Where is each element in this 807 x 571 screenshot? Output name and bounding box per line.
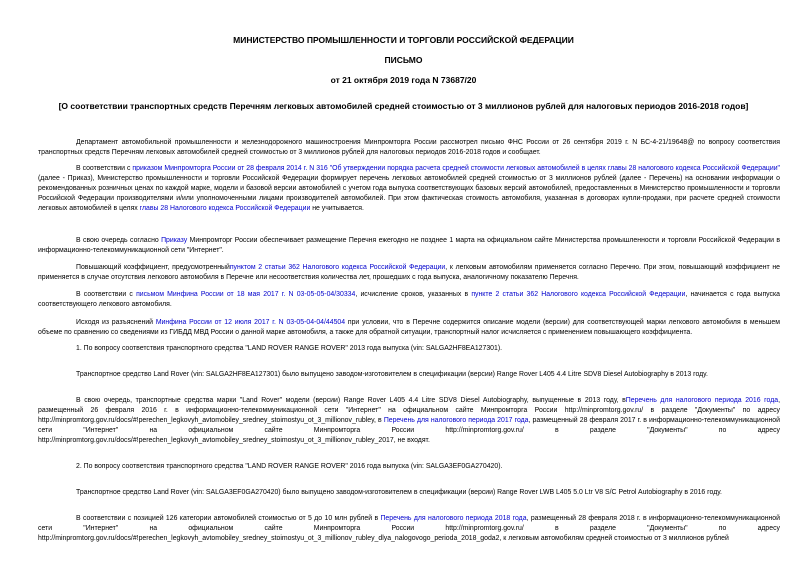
text-segment: Повышающий коэффициент, предусмотренный: [76, 264, 230, 271]
text-segment: Минпромторг России обеспечивает размещение Перечня ежегодно не позднее 1 марта на официальном сайте Министерства промышленности и торговли Российской Федерации в информационно-телекоммуникационной сети "Интернет".: [38, 237, 780, 254]
link-minfin-letter-30334[interactable]: письмом Минфина России от 18 мая 2017 г. N 03-05-05-04/30334: [136, 291, 356, 298]
text-segment: Исходя из разъяснений: [76, 319, 156, 326]
text-segment: В свою очередь, транспортные средства марки "Land Rover" модели (версии) Range Rover L405 4.4 Litre SDV8 Diesel Autobiography, выпущенные в 2013 году, в: [76, 397, 626, 404]
link-minfin-letter-44504[interactable]: Минфина России от 12 июля 2017 г. N 03-05-04-04/44504: [155, 319, 346, 326]
link-tax-code-ch28[interactable]: главы 28 Налогового кодекса Российской Федерации: [139, 205, 311, 212]
text-segment: (далее - Приказ), Министерство промышленности и торговли Российской Федерации формирует перечень легковых автомобилей средней стоимостью от 3 миллионов рублей (далее - Перечень) на основании информации о рекомендованных розничных ценах по каждой марке, модели и базовой версии автомобилей с учетом года выпуска соответствующих базовых версий автомобилей, предоставленных в Министерство промышленности и торговли Российской Федерации производителями и/или уполномоченными лицами производителей автомобилей. При этом фактическая стоимость автомобиля, указанная в договорах купли-продажи, при расчете средней стоимости легковых автомобилей в целях: [38, 175, 780, 212]
ministry-title: МИНИСТЕРСТВО ПРОМЫШЛЕННОСТИ И ТОРГОВЛИ РОССИЙСКОЙ ФЕДЕРАЦИИ: [233, 35, 574, 45]
paragraph-coefficient: [38, 263, 780, 283]
text-segment: не учитывается.: [310, 205, 364, 212]
text-segment: , начинается с года выпуска соответствующего легкового автомобиля.: [38, 291, 780, 308]
text-segment: при условии, что в Перечне содержится описание модели (версии) для соответствующей марки легкового автомобиля в меньшем объеме по сравнению со сведениями из ГИБДД МВД России о данной марке автомобиля, а также для обратной ситуации, транспортный налог исчисляется с применением повышающего коэффициента.: [38, 319, 780, 336]
document-date-number: от 21 октября 2019 года N 73687/20: [330, 75, 477, 85]
text-segment: , к легковым автомобилям применяется согласно Перечню. При этом, повышающий коэффициент не применяется в случае отсутствия легкового автомобиля в Перечне или несоответствия количества лет, прошедших с года выпуска, аналогичному показателю Перечня.: [38, 264, 781, 281]
link-art362-p2-second[interactable]: пункте 2 статьи 362 Налогового кодекса Российской Федерации: [471, 291, 686, 298]
text-segment: В соответствии с: [76, 165, 133, 172]
document-subject: [О соответствии транспортных средств Перечням легковых автомобилей средней стоимостью от 3 миллионов рублей для налоговых периодов 2016-2018 годов]: [58, 101, 749, 111]
paragraph-minfin-2017-05: [38, 290, 780, 310]
text-segment: В свою очередь согласно: [76, 237, 162, 244]
link-list-2016[interactable]: Перечень для налогового периода 2016 года: [625, 397, 779, 404]
link-order-316[interactable]: приказом Минпромторга России от 28 февраля 2014 г. N 316: [132, 165, 328, 172]
document-type: ПИСЬМО: [384, 55, 423, 65]
paragraph-question-2: 2. По вопросу соответствия транспортного средства "LAND ROVER RANGE ROVER" 2016 года выпуска (vin: SALGA3EF0GA270420).: [76, 463, 503, 470]
paragraph-vehicle-1: Транспортное средство Land Rover (vin: SALGA2HF8EA127301) было выпущено заводом-изготовителем в спецификации (версии) Range Rover L405 4.4 Litre SDV8 Diesel Autobiography в 2013 году.: [76, 371, 708, 378]
paragraph-publication: [38, 236, 780, 256]
paragraph-vehicle-2: Транспортное средство Land Rover (vin: SALGA3EF0GA270420) было выпущено заводом-изготовителем в спецификации (версии) Range Rover LWB L405 5.0 Ltr V8 S/C Petrol Autobiography в 2016 году.: [76, 489, 722, 496]
paragraph-list-2018: [38, 514, 780, 544]
paragraph-lists-2016-2017: [38, 396, 780, 446]
link-list-2017[interactable]: Перечень для налогового периода 2017 года: [383, 417, 529, 424]
link-list-2018[interactable]: Перечень для налогового периода 2018 года: [380, 515, 527, 522]
link-art362-p2[interactable]: пунктом 2 статьи 362 Налогового кодекса Российской Федерации: [229, 264, 446, 271]
text-segment: В соответствии с позицией 126 категории автомобилей стоимостью от 5 до 10 млн рублей в: [76, 515, 381, 522]
paragraph-intro: Департамент автомобильной промышленности и железнодорожного машиностроения Минпромторга России рассмотрел письмо ФНС России от 26 сентября 2019 г. N БС-4-21/19648@ по вопросу соответствия транспортных средств Перечням легковых автомобилей средней стоимостью от 3 миллионов рублей для налоговых периодов 2016-2018 годов и сообщает.: [38, 139, 780, 156]
text-segment: , исчисление сроков, указанных в: [355, 291, 472, 298]
link-order[interactable]: Приказу: [161, 237, 188, 244]
link-order-title[interactable]: "Об утверждении порядка расчета средней стоимости легковых автомобилей в целях главы 28 налогового кодекса Российской Федерации": [329, 165, 780, 172]
paragraph-question-1: 1. По вопросу соответствия транспортного средства "LAND ROVER RANGE ROVER" 2013 года выпуска (vin: SALGA2HF8EA127301).: [76, 345, 503, 352]
paragraph-minfin-2017-07: [38, 318, 780, 338]
text-segment: , размещенный 26 февраля 2016 г. в информационно-телекоммуникационной сети "Интернет" на официальном сайте Минпромторга России http://minpromtorg.gov.ru/ в разделе "Документы" по адресу http://minpromtorg.gov.ru/docs/#!perechen_legkovyh_avtomobiley_sredney_stoimostyu_ot_3_millionov_rubley, в: [38, 397, 780, 424]
text-segment: , размещенный 28 февраля 2017 г. в информационно-телекоммуникационной сети "Интернет" на официальном сайте Минпромторга России http://minpromtorg.gov.ru/ в разделе "Документы" по адресу http://minpromtorg.gov.ru/docs/#!perechen_legkovyh_avtomobiley_sredney_stoimostyu_ot_3_millionov_rubley_2017, не входят.: [38, 417, 780, 444]
text-segment: , размещенный 28 февраля 2018 г. в информационно-телекоммуникационной сети "Интернет" на официальном сайте Минпромторга России http://minpromtorg.gov.ru/ в разделе "Документы" по адресу http://minpromtorg.gov.ru/docs/#!perechen_legkovyh_avtomobiley_sredney_stoimostyu_ot_3_millionov_rubley_dlya_nalogovogo_perioda_2018_goda2, к легковым автомобилям средней стоимостью от 3 миллионов рублей: [38, 515, 780, 542]
paragraph-order: [38, 164, 780, 214]
text-segment: В соответствии с: [76, 291, 137, 298]
